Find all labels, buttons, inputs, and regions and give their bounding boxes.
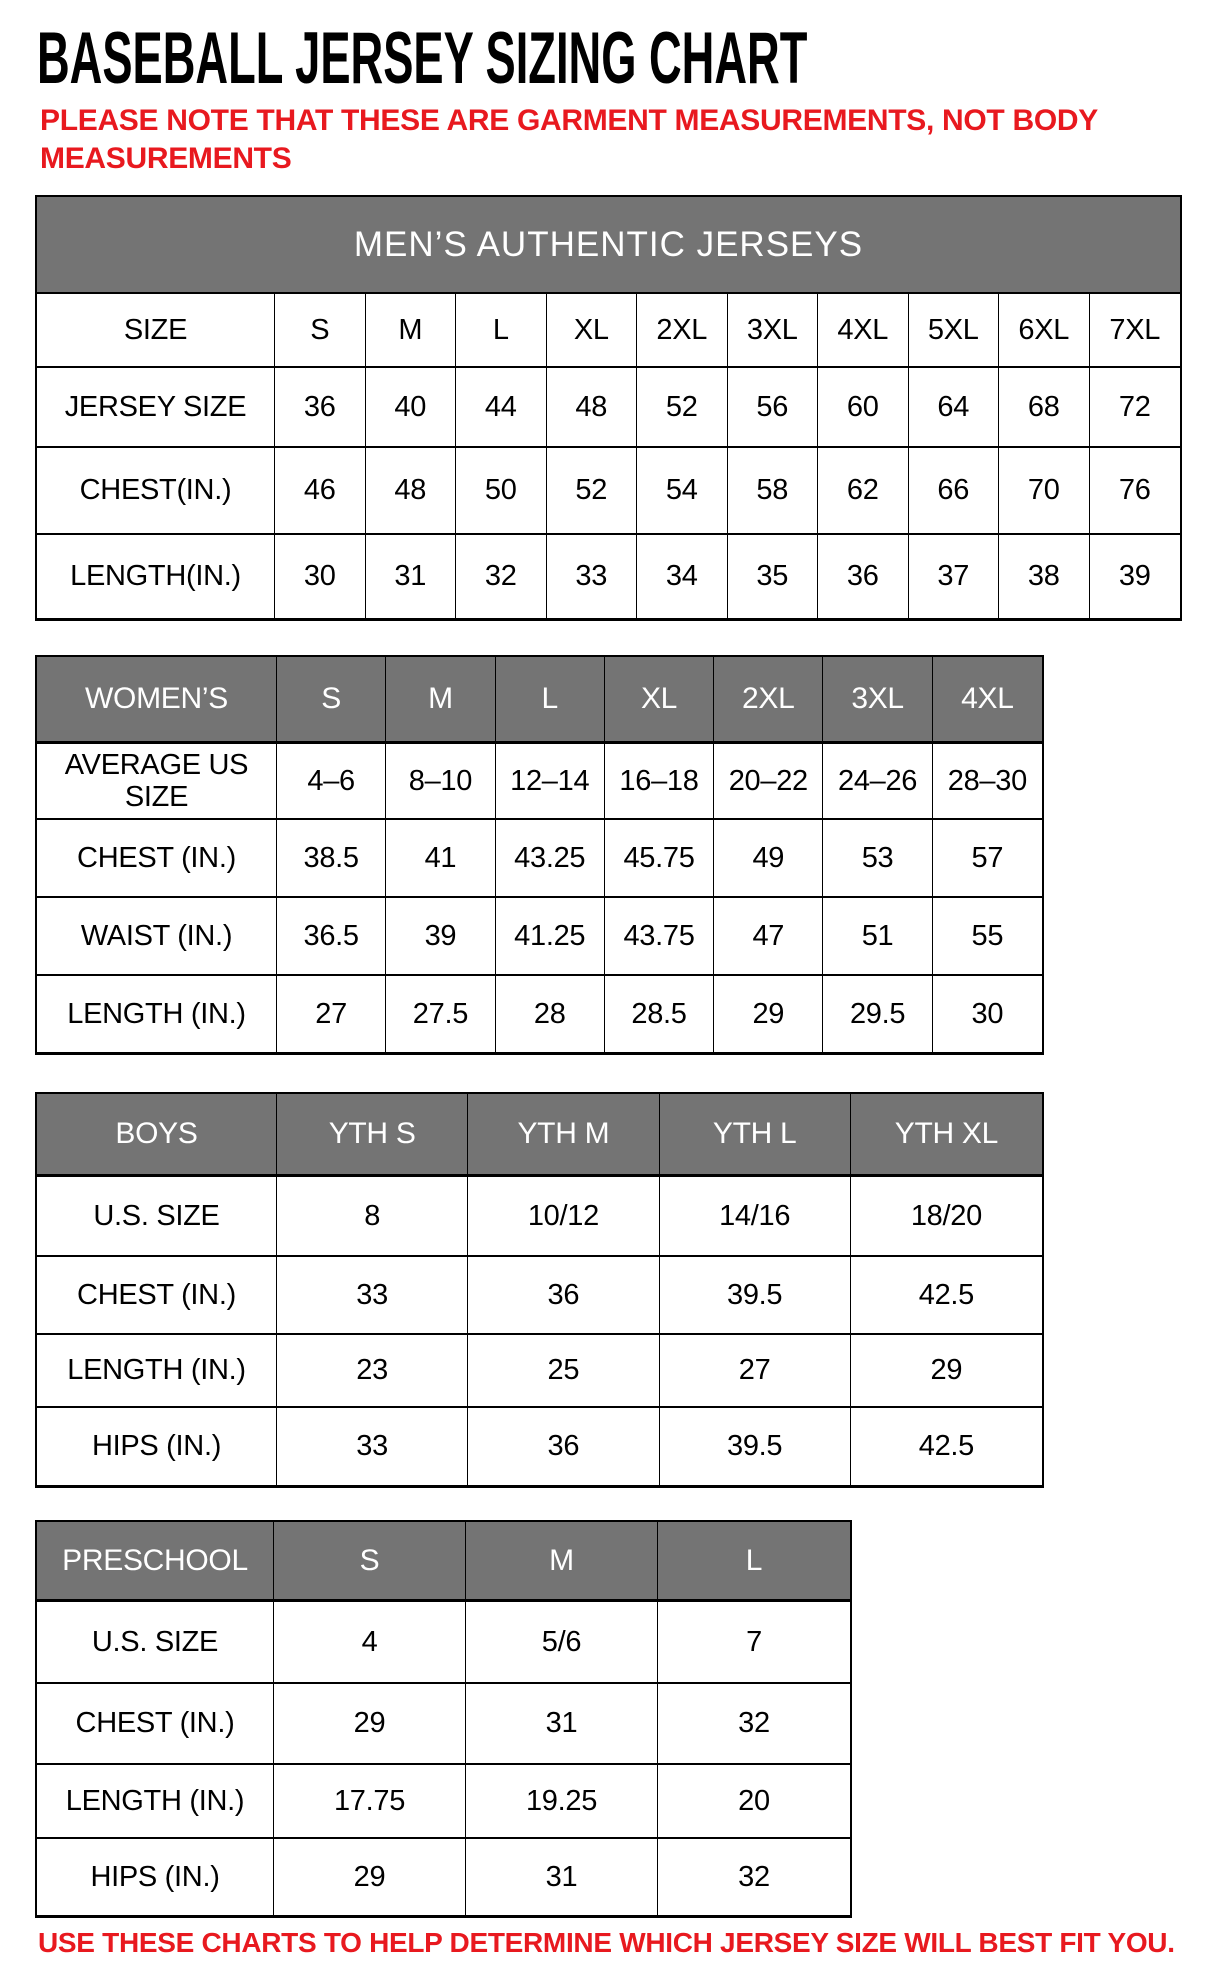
preschool-value-cell: 17.75 xyxy=(274,1765,466,1839)
mens-value-cell: 5XL xyxy=(909,294,1000,368)
mens-value-cell: 32 xyxy=(456,535,547,618)
womens-header-cell: 4XL xyxy=(933,657,1042,744)
mens-value-cell: 66 xyxy=(909,448,1000,535)
preschool-header-cell: M xyxy=(466,1522,658,1602)
mens-value-cell: 36 xyxy=(275,368,366,448)
preschool-sizing-table xyxy=(35,1520,852,1918)
boys-value-cell: 42.5 xyxy=(918,1430,974,1463)
womens-sizing-table xyxy=(35,655,1044,1055)
mens-value-cell: 7XL xyxy=(1090,294,1181,368)
mens-value-cell: 48 xyxy=(366,448,457,535)
preschool-value-cell: 19.25 xyxy=(466,1765,658,1839)
womens-value-cell: 39 xyxy=(386,898,495,976)
mens-value-cell: 44 xyxy=(456,368,547,448)
mens-row-label: JERSEY SIZE xyxy=(37,368,275,448)
womens-header-cell: M xyxy=(386,657,495,744)
boys-header-cell: YTH M xyxy=(468,1094,659,1177)
preschool-value-cell: 31 xyxy=(466,1839,658,1915)
mens-value-cell: 52 xyxy=(547,448,638,535)
preschool-value-cell: 29 xyxy=(274,1684,466,1765)
womens-header-label: WOMEN’S xyxy=(37,657,277,744)
boys-value-cell: 36 xyxy=(468,1257,659,1335)
mens-value-cell: 37 xyxy=(909,535,1000,618)
mens-row-label: CHEST(IN.) xyxy=(37,448,275,535)
preschool-value-cell: 7 xyxy=(658,1602,850,1684)
mens-value-cell: 38 xyxy=(999,535,1090,618)
womens-value-cell: 43.75 xyxy=(605,898,714,976)
preschool-value-cell: 32 xyxy=(738,1860,770,1893)
mens-value-cell: 34 xyxy=(637,535,728,618)
preschool-value-cell: 29 xyxy=(274,1839,466,1915)
boys-value-cell: 18/20 xyxy=(851,1177,1042,1257)
mens-authentic-jerseys-table xyxy=(35,195,1182,621)
boys-value-cell: 33 xyxy=(277,1408,468,1485)
mens-value-cell: 60 xyxy=(818,368,909,448)
womens-value-cell: 8–10 xyxy=(386,744,495,820)
mens-value-cell: 31 xyxy=(366,535,457,618)
preschool-header-cell: L xyxy=(658,1522,850,1602)
womens-value-cell: 28 xyxy=(496,976,605,1052)
mens-value-cell: 62 xyxy=(818,448,909,535)
womens-value-cell: 28.5 xyxy=(605,976,714,1052)
boys-value-cell: 8 xyxy=(277,1177,468,1257)
preschool-value-cell: 20 xyxy=(658,1765,850,1839)
womens-header-cell: S xyxy=(277,657,386,744)
mens-value-cell: XL xyxy=(547,294,638,368)
womens-value-cell: 41 xyxy=(386,820,495,898)
womens-value-cell: 28–30 xyxy=(933,744,1042,820)
boys-sizing-table xyxy=(35,1092,1044,1488)
mens-value-cell: M xyxy=(366,294,457,368)
boys-value-cell: 14/16 xyxy=(660,1177,851,1257)
womens-value-cell: 24–26 xyxy=(823,744,932,820)
womens-value-cell: 36.5 xyxy=(277,898,386,976)
boys-header-cell: YTH L xyxy=(660,1094,851,1177)
womens-value-cell: 55 xyxy=(933,898,1042,976)
footer-note: USE THESE CHARTS TO HELP DETERMINE WHICH JERSEY SIZE WILL BEST FIT YOU. xyxy=(38,1927,1175,1958)
mens-value-cell: L xyxy=(456,294,547,368)
boys-row-label: HIPS (IN.) xyxy=(37,1408,277,1485)
boys-row-label: LENGTH (IN.) xyxy=(37,1335,277,1408)
mens-value-cell: 50 xyxy=(456,448,547,535)
mens-row-label: LENGTH(IN.) xyxy=(37,535,275,618)
womens-row-label: LENGTH (IN.) xyxy=(37,976,277,1052)
boys-header-label: BOYS xyxy=(37,1094,277,1177)
mens-value-cell: 46 xyxy=(275,448,366,535)
womens-row-label: CHEST (IN.) xyxy=(37,820,277,898)
preschool-row-label: HIPS (IN.) xyxy=(37,1839,274,1915)
mens-value-cell: 6XL xyxy=(999,294,1090,368)
mens-value-cell: 76 xyxy=(1090,448,1181,535)
mens-value-cell: 72 xyxy=(1090,368,1181,448)
preschool-row-label: U.S. SIZE xyxy=(37,1602,274,1684)
mens-value-cell: 39 xyxy=(1118,560,1151,593)
mens-value-cell: 52 xyxy=(637,368,728,448)
womens-value-cell: 12–14 xyxy=(496,744,605,820)
womens-value-cell: 53 xyxy=(823,820,932,898)
womens-value-cell: 45.75 xyxy=(605,820,714,898)
boys-value-cell: 39.5 xyxy=(660,1257,851,1335)
mens-banner: MEN’S AUTHENTIC JERSEYS xyxy=(37,197,1180,294)
preschool-value-cell: 32 xyxy=(658,1684,850,1765)
womens-value-cell: 27 xyxy=(277,976,386,1052)
mens-value-cell: 3XL xyxy=(728,294,819,368)
preschool-row-label: LENGTH (IN.) xyxy=(37,1765,274,1839)
womens-row-label: AVERAGE US SIZE xyxy=(37,744,277,820)
womens-value-cell: 38.5 xyxy=(277,820,386,898)
mens-value-cell: 2XL xyxy=(637,294,728,368)
boys-header-cell: YTH S xyxy=(277,1094,468,1177)
mens-value-cell: 30 xyxy=(275,535,366,618)
boys-value-cell: 27 xyxy=(660,1335,851,1408)
womens-value-cell: 29.5 xyxy=(823,976,932,1052)
womens-value-cell: 51 xyxy=(823,898,932,976)
womens-value-cell: 27.5 xyxy=(386,976,495,1052)
preschool-header-label: PRESCHOOL xyxy=(37,1522,274,1602)
mens-value-cell: 4XL xyxy=(818,294,909,368)
womens-value-cell: 20–22 xyxy=(714,744,823,820)
boys-value-cell: 25 xyxy=(468,1335,659,1408)
boys-value-cell: 23 xyxy=(277,1335,468,1408)
preschool-value-cell: 31 xyxy=(466,1684,658,1765)
womens-value-cell: 29 xyxy=(714,976,823,1052)
mens-value-cell: 70 xyxy=(999,448,1090,535)
mens-value-cell: 68 xyxy=(999,368,1090,448)
womens-value-cell: 16–18 xyxy=(605,744,714,820)
womens-value-cell: 57 xyxy=(933,820,1042,898)
boys-value-cell: 29 xyxy=(851,1335,1042,1408)
boys-value-cell: 33 xyxy=(277,1257,468,1335)
womens-value-cell: 47 xyxy=(714,898,823,976)
womens-header-cell: 3XL xyxy=(823,657,932,744)
preschool-value-cell: 5/6 xyxy=(466,1602,658,1684)
boys-header-cell: YTH XL xyxy=(851,1094,1042,1177)
womens-value-cell: 4–6 xyxy=(277,744,386,820)
boys-value-cell: 10/12 xyxy=(468,1177,659,1257)
mens-value-cell: 33 xyxy=(547,535,638,618)
preschool-header-cell: S xyxy=(274,1522,466,1602)
boys-value-cell: 42.5 xyxy=(851,1257,1042,1335)
womens-header-cell: XL xyxy=(605,657,714,744)
boys-value-cell: 36 xyxy=(468,1408,659,1485)
mens-value-cell: 54 xyxy=(637,448,728,535)
mens-value-cell: 56 xyxy=(728,368,819,448)
mens-value-cell: 48 xyxy=(547,368,638,448)
preschool-row-label: CHEST (IN.) xyxy=(37,1684,274,1765)
boys-row-label: CHEST (IN.) xyxy=(37,1257,277,1335)
mens-value-cell: 64 xyxy=(909,368,1000,448)
page-title: BASEBALL JERSEY SIZING CHART xyxy=(37,18,808,99)
mens-value-cell: S xyxy=(275,294,366,368)
womens-value-cell: 41.25 xyxy=(496,898,605,976)
womens-value-cell: 43.25 xyxy=(496,820,605,898)
womens-row-label: WAIST (IN.) xyxy=(37,898,277,976)
preschool-value-cell: 4 xyxy=(274,1602,466,1684)
boys-row-label: U.S. SIZE xyxy=(37,1177,277,1257)
mens-value-cell: 58 xyxy=(728,448,819,535)
boys-value-cell: 39.5 xyxy=(660,1408,851,1485)
mens-value-cell: 40 xyxy=(366,368,457,448)
womens-value-cell: 49 xyxy=(714,820,823,898)
mens-row-label: SIZE xyxy=(37,294,275,368)
mens-value-cell: 36 xyxy=(818,535,909,618)
womens-value-cell: 30 xyxy=(971,997,1004,1030)
womens-header-cell: L xyxy=(496,657,605,744)
garment-measurement-note: PLEASE NOTE THAT THESE ARE GARMENT MEASUREMENTS, NOT BODY MEASUREMENTS xyxy=(40,104,1098,176)
womens-header-cell: 2XL xyxy=(714,657,823,744)
mens-value-cell: 35 xyxy=(728,535,819,618)
